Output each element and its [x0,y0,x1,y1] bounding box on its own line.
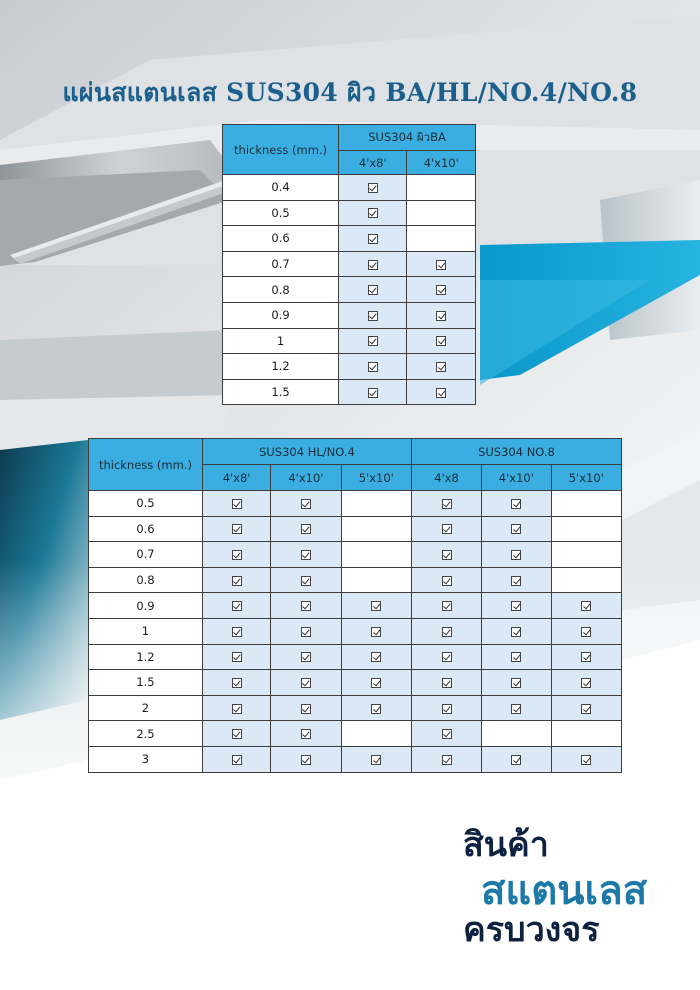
thickness-cell: 1.5 [223,379,339,405]
available-cell [551,618,621,644]
empty-cell [551,516,621,542]
checkbox-checked-icon [232,755,242,765]
thickness-cell: 0.7 [223,251,339,277]
checkbox-checked-icon [371,652,381,662]
checkbox-checked-icon [301,499,311,509]
empty-cell [551,721,621,747]
available-cell [411,721,481,747]
checkbox-checked-icon [301,678,311,688]
checkbox-checked-icon [442,755,452,765]
empty-cell [551,542,621,568]
size-header: 4'x8' [202,465,270,491]
available-cell [341,593,411,619]
available-cell [341,695,411,721]
thickness-cell: 1.2 [89,644,203,670]
checkbox-checked-icon [368,183,378,193]
available-cell [202,516,270,542]
available-cell [202,721,270,747]
available-cell [407,251,476,277]
page-title: แผ่นสแตนเลส SUS304 ผิว BA/HL/NO.4/NO.8 [62,78,638,107]
size-header: 4'x8 [411,465,481,491]
slogan-line-1: สินค้า [463,825,549,865]
table-row [223,277,476,303]
group-header-hl-no4: SUS304 HL/NO.4 [202,439,411,465]
available-cell [271,746,341,772]
table-row [223,354,476,380]
checkbox-checked-icon [511,652,521,662]
thickness-column-header: thickness (mm.) [89,439,203,491]
thickness-cell: 0.4 [223,175,339,201]
thickness-cell: 2.5 [89,721,203,747]
checkbox-checked-icon [301,576,311,586]
thickness-cell: 0.8 [89,567,203,593]
available-cell [271,542,341,568]
available-cell [341,618,411,644]
available-cell [411,491,481,517]
checkbox-checked-icon [371,755,381,765]
empty-cell [482,721,551,747]
size-header: 4'x10' [482,465,551,491]
checkbox-checked-icon [442,601,452,611]
available-cell [202,746,270,772]
checkbox-checked-icon [368,260,378,270]
checkbox-checked-icon [232,499,242,509]
size-header: 4'x8' [339,151,407,175]
checkbox-checked-icon [368,234,378,244]
checkbox-checked-icon [436,388,446,398]
available-cell [482,491,551,517]
checkbox-checked-icon [301,652,311,662]
available-cell [341,670,411,696]
available-cell [482,746,551,772]
available-cell [407,328,476,354]
checkbox-checked-icon [232,652,242,662]
checkbox-checked-icon [436,260,446,270]
available-cell [339,175,407,201]
thickness-cell: 0.6 [89,516,203,542]
available-cell [551,695,621,721]
slogan-line-3: ครบวงจร [463,910,600,950]
thickness-cell: 1.5 [89,670,203,696]
available-cell [271,516,341,542]
checkbox-checked-icon [232,524,242,534]
checkbox-checked-icon [442,729,452,739]
available-cell [411,670,481,696]
available-cell [411,695,481,721]
table-row [89,593,622,619]
available-cell [411,542,481,568]
empty-cell [341,516,411,542]
checkbox-checked-icon [371,627,381,637]
available-cell [482,567,551,593]
checkbox-checked-icon [581,652,591,662]
checkbox-checked-icon [581,678,591,688]
table-row [89,516,622,542]
ba-spec-table [222,124,476,405]
available-cell [341,746,411,772]
checkbox-checked-icon [232,601,242,611]
checkbox-checked-icon [371,601,381,611]
thickness-cell: 0.9 [89,593,203,619]
table-row [223,226,476,252]
checkbox-checked-icon [368,336,378,346]
empty-cell [341,542,411,568]
available-cell [482,593,551,619]
table-row [89,618,622,644]
checkbox-checked-icon [368,362,378,372]
empty-cell [341,567,411,593]
checkbox-checked-icon [301,524,311,534]
table-row [89,695,622,721]
available-cell [339,200,407,226]
table-row [89,644,622,670]
checkbox-checked-icon [581,601,591,611]
available-cell [407,302,476,328]
available-cell [411,567,481,593]
size-header: 5'x10' [551,465,621,491]
available-cell [551,670,621,696]
available-cell [202,542,270,568]
available-cell [202,695,270,721]
checkbox-checked-icon [511,499,521,509]
checkbox-checked-icon [301,755,311,765]
checkbox-checked-icon [442,704,452,714]
checkbox-checked-icon [442,499,452,509]
checkbox-checked-icon [301,627,311,637]
checkbox-checked-icon [581,704,591,714]
checkbox-checked-icon [511,524,521,534]
checkbox-checked-icon [442,524,452,534]
checkbox-checked-icon [436,311,446,321]
checkbox-checked-icon [232,627,242,637]
available-cell [407,277,476,303]
available-cell [339,354,407,380]
available-cell [202,593,270,619]
checkbox-checked-icon [371,678,381,688]
checkbox-checked-icon [368,208,378,218]
available-cell [482,542,551,568]
group-header-ba: SUS304 ผิวBA [339,125,476,151]
table-row [223,251,476,277]
available-cell [202,618,270,644]
available-cell [271,695,341,721]
available-cell [482,695,551,721]
checkbox-checked-icon [511,704,521,714]
thickness-cell: 1 [223,328,339,354]
available-cell [271,567,341,593]
available-cell [482,644,551,670]
empty-cell [551,491,621,517]
available-cell [407,379,476,405]
empty-cell [341,491,411,517]
checkbox-checked-icon [511,755,521,765]
table-row [89,491,622,517]
available-cell [407,354,476,380]
checkbox-checked-icon [581,755,591,765]
thickness-column-header: thickness (mm.) [223,125,339,175]
table-row [223,302,476,328]
available-cell [411,644,481,670]
checkbox-checked-icon [442,652,452,662]
checkbox-checked-icon [511,576,521,586]
table-row [89,567,622,593]
table-row [89,746,622,772]
thickness-cell: 0.8 [223,277,339,303]
available-cell [411,618,481,644]
checkbox-checked-icon [232,576,242,586]
available-cell [271,721,341,747]
table-row [223,328,476,354]
size-header: 4'x10' [271,465,341,491]
checkbox-checked-icon [442,678,452,688]
checkbox-checked-icon [301,704,311,714]
checkbox-checked-icon [232,550,242,560]
checkbox-checked-icon [511,601,521,611]
available-cell [411,746,481,772]
thickness-cell: 1 [89,618,203,644]
available-cell [339,328,407,354]
checkbox-checked-icon [511,550,521,560]
thickness-cell: 0.6 [223,226,339,252]
available-cell [271,593,341,619]
checkbox-checked-icon [301,550,311,560]
available-cell [482,670,551,696]
available-cell [339,277,407,303]
table-row [223,379,476,405]
checkbox-checked-icon [232,704,242,714]
available-cell [551,593,621,619]
checkbox-checked-icon [511,678,521,688]
available-cell [202,567,270,593]
checkbox-checked-icon [436,362,446,372]
empty-cell [407,226,476,252]
available-cell [411,593,481,619]
empty-cell [551,567,621,593]
checkbox-checked-icon [436,285,446,295]
available-cell [339,226,407,252]
available-cell [551,746,621,772]
checkbox-checked-icon [581,627,591,637]
thickness-cell: 2 [89,695,203,721]
checkbox-checked-icon [301,601,311,611]
thickness-cell: 0.5 [89,491,203,517]
empty-cell [407,175,476,201]
table-row [89,542,622,568]
hl-no8-spec-table [88,438,622,773]
group-header-no8: SUS304 NO.8 [411,439,621,465]
available-cell [271,618,341,644]
empty-cell [341,721,411,747]
checkbox-checked-icon [368,388,378,398]
thickness-cell: 1.2 [223,354,339,380]
available-cell [551,644,621,670]
slogan-line-2: สแตนเลส [481,868,648,914]
available-cell [271,491,341,517]
available-cell [339,379,407,405]
thickness-cell: 0.7 [89,542,203,568]
size-header: 5'x10' [341,465,411,491]
checkbox-checked-icon [511,627,521,637]
table-row [89,721,622,747]
available-cell [482,516,551,542]
table-row [223,200,476,226]
available-cell [271,644,341,670]
checkbox-checked-icon [301,729,311,739]
checkbox-checked-icon [442,550,452,560]
available-cell [341,644,411,670]
available-cell [202,670,270,696]
checkbox-checked-icon [436,336,446,346]
checkbox-checked-icon [371,704,381,714]
checkbox-checked-icon [232,729,242,739]
available-cell [339,251,407,277]
empty-cell [407,200,476,226]
size-header: 4'x10' [407,151,476,175]
available-cell [411,516,481,542]
available-cell [202,491,270,517]
thickness-cell: 3 [89,746,203,772]
checkbox-checked-icon [442,627,452,637]
checkbox-checked-icon [442,576,452,586]
table-row [223,175,476,201]
thickness-cell: 0.9 [223,302,339,328]
available-cell [271,670,341,696]
available-cell [339,302,407,328]
available-cell [202,644,270,670]
checkbox-checked-icon [368,311,378,321]
table-row [89,670,622,696]
checkbox-checked-icon [368,285,378,295]
thickness-cell: 0.5 [223,200,339,226]
checkbox-checked-icon [232,678,242,688]
available-cell [482,618,551,644]
